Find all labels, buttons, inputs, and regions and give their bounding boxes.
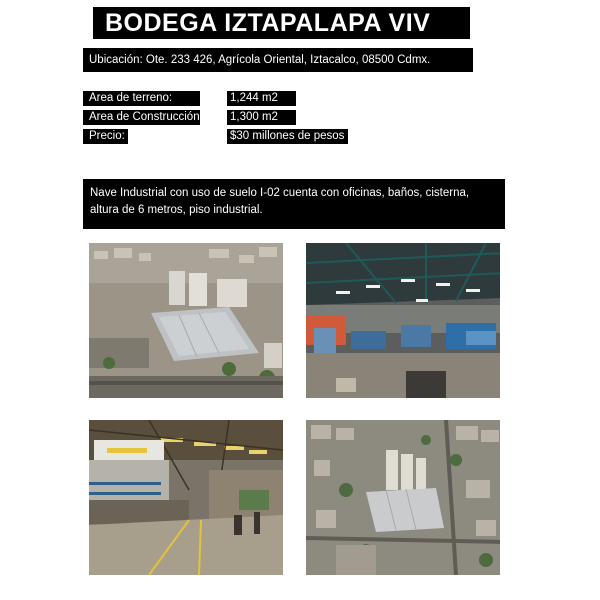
warehouse-interior-photo: [306, 243, 500, 398]
spec-value-price: $30 millones de pesos: [227, 129, 348, 144]
spec-label-price: Precio:: [83, 129, 128, 144]
spec-value-land-area: 1,244 m2: [227, 91, 296, 106]
aerial-overhead-photo: [306, 420, 500, 575]
page-title: BODEGA IZTAPALAPA VIV: [93, 7, 470, 39]
spec-value-construction-area: 1,300 m2: [227, 110, 296, 125]
spec-label-construction-area: Area de Construcción:: [83, 110, 200, 125]
warehouse-aisle-photo: [89, 420, 283, 575]
description-box: Nave Industrial con uso de suelo I-02 cuenta con oficinas, baños, cisterna, altura de 6 metros, piso industrial.: [83, 179, 505, 229]
location-bar: Ubicación: Ote. 233 426, Agrícola Oriental, Iztacalco, 08500 Cdmx.: [83, 48, 473, 72]
aerial-view-photo: [89, 243, 283, 398]
spec-label-land-area: Area de terreno:: [83, 91, 200, 106]
